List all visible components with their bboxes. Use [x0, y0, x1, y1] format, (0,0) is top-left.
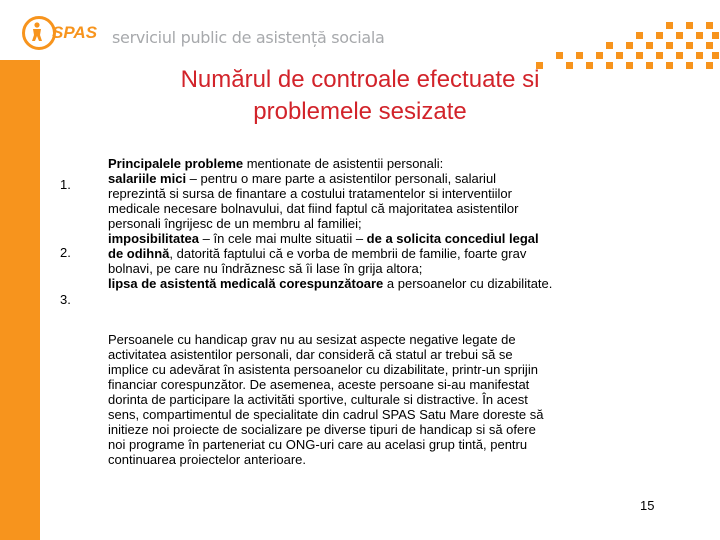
decorative-square [706, 42, 713, 49]
decorative-square [712, 32, 719, 39]
decorative-square [596, 52, 603, 59]
decorative-square [686, 22, 693, 29]
para2-line: noi programe în parteneriat cu ONG-uri care au acelasi grup tintă, pentru [108, 437, 528, 452]
para2-line: sens, compartimentul de specialitate din cadrul SPAS Satu Mare doreste să [108, 407, 544, 422]
decorative-square [636, 32, 643, 39]
logo-text: SPAS [52, 23, 98, 42]
item1-line1 [108, 171, 668, 186]
para2-line: continuarea proiectelor anterioare. [108, 452, 307, 467]
item1-line3: medicale necesare bolnavului, dat fiind faptul că majoritatea asistentilor [108, 201, 519, 216]
decorative-square [556, 52, 563, 59]
decorative-square [666, 62, 673, 69]
item3-line [108, 276, 668, 291]
item2-rest: , datorită faptului că e vorba de membrii de familie, foarte grav [169, 246, 527, 261]
para2-line: dorinta de participare la activităti sportive, culturale si distractive. În acest [108, 392, 528, 407]
slide-title [110, 64, 610, 128]
decorative-square [646, 42, 653, 49]
para2-line: activitatea asistentilor personali, dar consideră că statul ar trebui să se [108, 347, 513, 362]
para2-line: initieze noi proiecte de socializare pe diverse tipuri de handicap si să ofere [108, 422, 536, 437]
item1-rest: – pentru o mare parte a asistentilor personali, salariul [186, 171, 497, 186]
item2-bold3: de odihnă [108, 246, 170, 261]
list-number-2: 2. [60, 245, 71, 260]
item2-bold2: de a solicita concediul legal [366, 231, 539, 246]
decorative-square [656, 32, 663, 39]
item2-line1 [108, 231, 668, 246]
observations-paragraph [108, 332, 668, 467]
item2-line2 [108, 246, 668, 261]
item1-bold: salariile mici [108, 171, 187, 186]
decorative-square [706, 22, 713, 29]
title-line-2: problemele sesizate [253, 98, 467, 125]
problems-list [108, 156, 668, 291]
decorative-square [696, 32, 703, 39]
item1-line4: personali îngrijesc de un membru al familiei; [108, 216, 362, 231]
intro-bold: Principalele probleme [108, 156, 244, 171]
decorative-square [676, 52, 683, 59]
person-figure-icon [30, 22, 44, 42]
decorative-square [666, 22, 673, 29]
list-number-3: 3. [60, 292, 71, 307]
title-line-1: Numărul de controale efectuate si [180, 66, 540, 93]
left-accent-bar [0, 60, 40, 540]
item2-line3: bolnavi, pe care nu îndrăznesc să îi lase în grija altora; [108, 261, 423, 276]
para2-line: Persoanele cu handicap grav nu au sesizat aspecte negative legate de [108, 332, 516, 347]
decorative-square [686, 62, 693, 69]
item2-mid: – în cele mai multe situatii – [199, 231, 367, 246]
decorative-square [686, 42, 693, 49]
decorative-square [606, 42, 613, 49]
decorative-square [666, 42, 673, 49]
decorative-square [626, 62, 633, 69]
intro-rest: mentionate de asistentii personali: [243, 156, 444, 171]
item2-bold: imposibilitatea [108, 231, 200, 246]
intro-line [108, 156, 668, 171]
item3-rest: a persoanelor cu dizabilitate. [383, 276, 553, 291]
decorative-square [656, 52, 663, 59]
decorative-square [626, 42, 633, 49]
list-number-1: 1. [60, 177, 71, 192]
decorative-square [576, 52, 583, 59]
decorative-square [646, 62, 653, 69]
item3-bold: lipsa de asistentă medicală corespunzătoare [108, 276, 384, 291]
decorative-square [712, 52, 719, 59]
para2-line: financiar corespunzător. De asemenea, aceste persoane si-au manifestat [108, 377, 530, 392]
page-number: 15 [640, 498, 655, 513]
decorative-square [616, 52, 623, 59]
item1-line2: reprezintă si sursa de finantare a costului tratamentelor si interventiilor [108, 186, 512, 201]
decorative-square [636, 52, 643, 59]
tagline: serviciul public de asistență sociala [112, 28, 385, 47]
decorative-square [676, 32, 683, 39]
decorative-square [706, 62, 713, 69]
decorative-square [696, 52, 703, 59]
para2-line: implice cu adevărat în asistenta persoanelor cu dizabilitate, printr-un sprijin [108, 362, 538, 377]
